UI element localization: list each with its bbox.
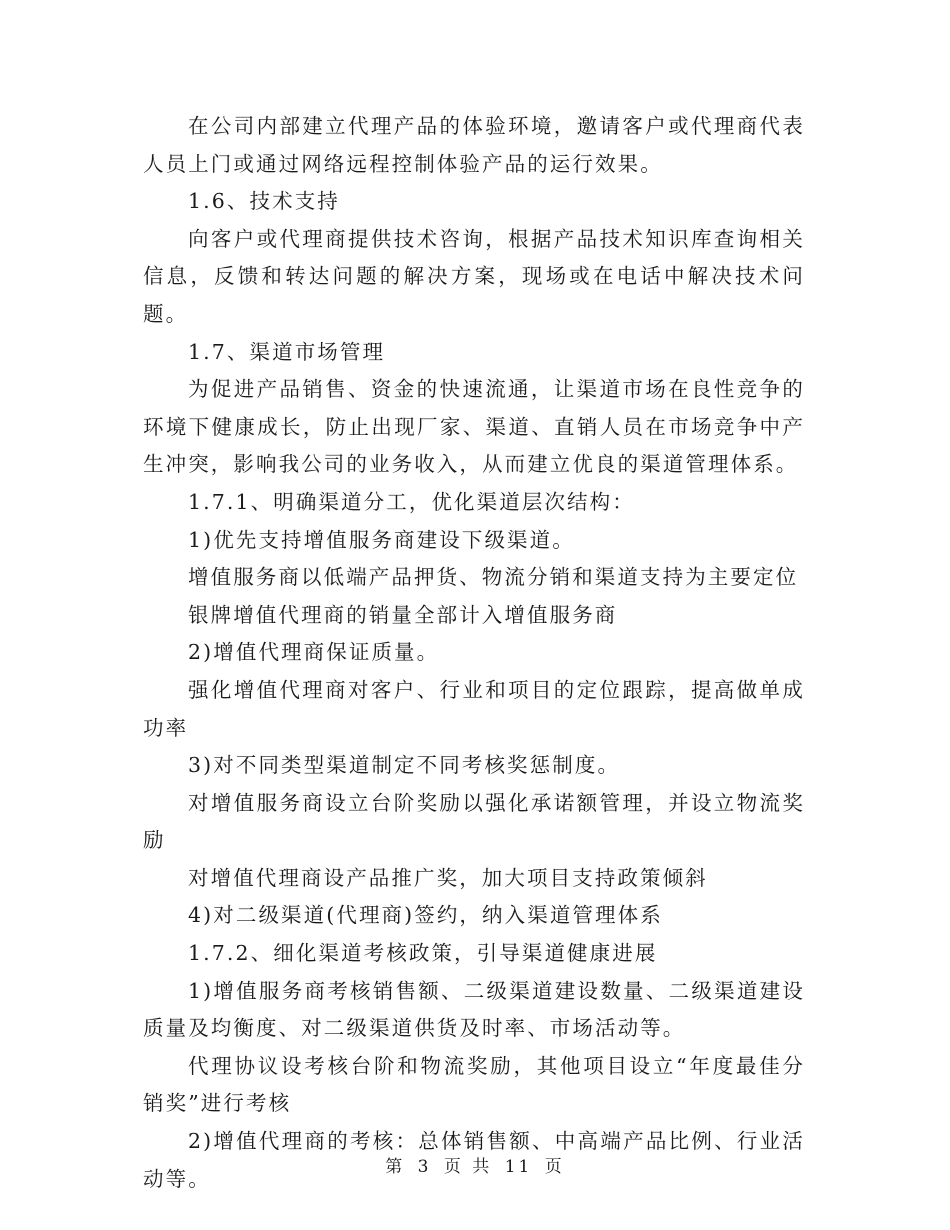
section-heading-1-7: 1.7、渠道市场管理 [188,339,386,364]
paragraph: 对增值代理商设产品推广奖，加大项目支持政策倾斜 [188,865,708,890]
total-page-count: 11 [504,1157,533,1177]
page-number-suffix: 页 [544,1157,565,1177]
page-footer [0,1152,950,1177]
list-item: 4)对二级渠道(代理商)签约，纳入渠道管理体系 [188,903,663,928]
paragraph: 为促进产品销售、资金的快速流通，让渠道市场在良性竞争的环境下健康成长，防止出现厂家、渠道、直销人员在市场竞争中产生冲突，影响我公司的业务收入，从而建立优良的渠道管理体系。 [143,377,805,477]
paragraph: 强化增值代理商对客户、行业和项目的定位跟踪，提高做单成功率 [143,677,805,740]
paragraph: 增值服务商以低端产品押货、物流分销和渠道支持为主要定位 [188,565,799,590]
subsection-heading-1-7-2: 1.7.2、细化渠道考核政策，引导渠道健康进展 [188,941,658,966]
document-body [143,108,805,1198]
paragraph: 银牌增值代理商的销量全部计入增值服务商 [188,602,618,627]
list-item: 1)增值服务商考核销售额、二级渠道建设数量、二级渠道建设质量及均衡度、对二级渠道供货及时率、市场活动等。 [143,978,805,1041]
list-item: 2)增值代理商保证质量。 [188,640,440,665]
list-item: 3)对不同类型渠道制定不同考核奖惩制度。 [188,753,621,778]
paragraph: 代理协议设考核台阶和物流奖励，其他项目设立“年度最佳分销奖”进行考核 [143,1053,805,1116]
list-item: 2)增值代理商的考核：总体销售额、中高端产品比例、行业活动等。 [143,1129,805,1191]
page-number-middle: 页 共 [443,1157,493,1177]
page-number-prefix: 第 [385,1157,406,1177]
subsection-heading-1-7-1: 1.7.1、明确渠道分工，优化渠道层次结构： [188,489,635,514]
paragraph: 在公司内部建立代理产品的体验环境，邀请客户或代理商代表人员上门或通过网络远程控制体验产品的运行效果。 [143,114,805,176]
section-heading-1-6: 1.6、技术支持 [188,189,340,214]
paragraph: 对增值服务商设立台阶奖励以强化承诺额管理，并设立物流奖励 [143,790,805,853]
current-page-number: 3 [417,1157,432,1177]
list-item: 1)优先支持增值服务商建设下级渠道。 [188,527,575,552]
paragraph: 向客户或代理商提供技术咨询，根据产品技术知识库查询相关信息，反馈和转达问题的解决方案，现场或在电话中解决技术问题。 [143,226,805,326]
